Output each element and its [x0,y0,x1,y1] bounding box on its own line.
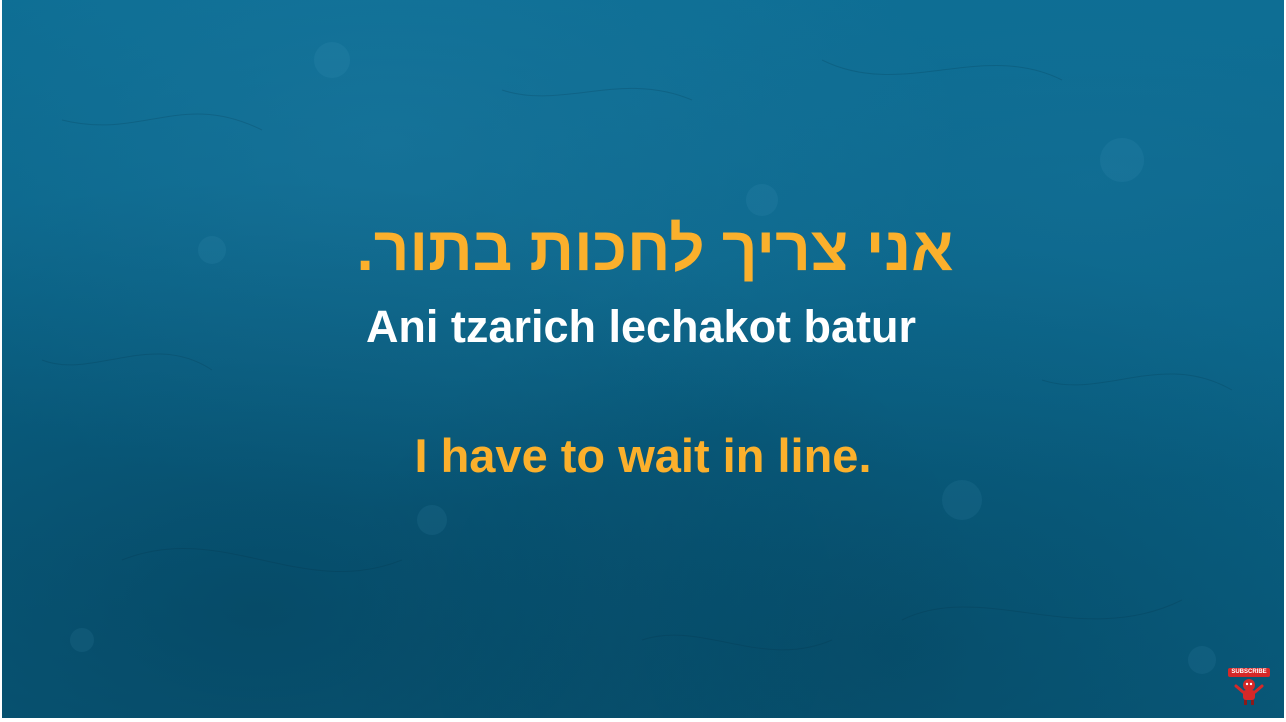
subscribe-button[interactable] [1228,668,1270,706]
english-translation: I have to wait in line. [414,429,872,482]
transliteration: Ani tzarich lechakot batur [365,301,917,352]
hebrew-sentence: אני צריך לחכות בתור. [356,215,954,284]
grunge-texture [2,0,1284,718]
video-frame [2,0,1284,718]
mascot-icon [1232,676,1266,706]
subscribe-label: SUBSCRIBE [1228,668,1270,677]
